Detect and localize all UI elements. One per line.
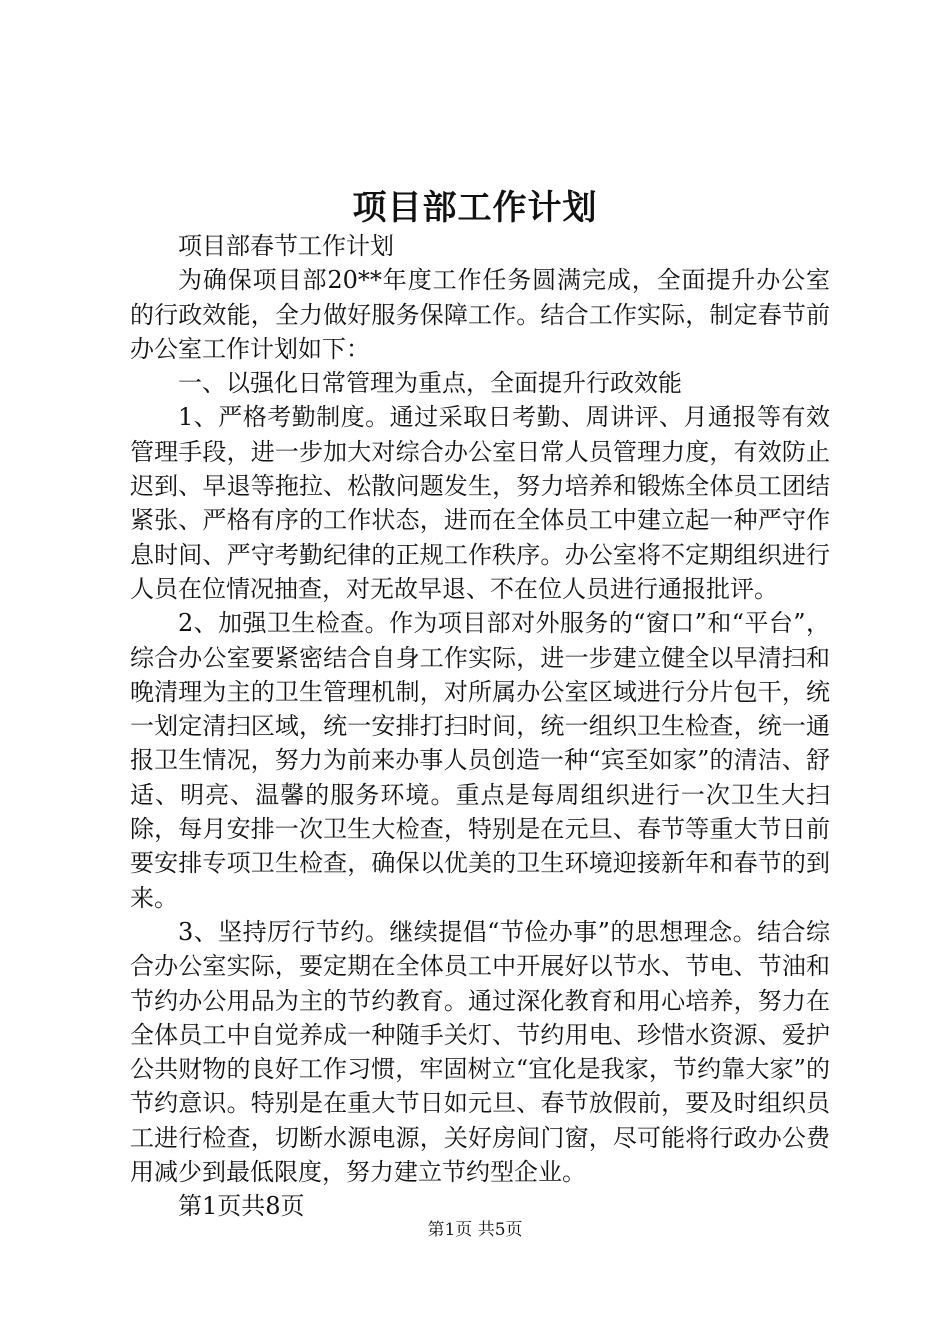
economy-paragraph: 3、坚持厉行节约。继续提倡“节俭办事”的思想理念。结合综合办公室实际，要定期在全体员工中开展好以节水、节电、节油和节约办公用品为主的节约教育。通过深化教育和用心培养，努力在全体员工中自觉养成一种随手关灯、节约用电、珍惜水资源、爱护公共财物的良好工作习惯，牢固树立“宜化是我家，节约靠大家”的节约意识。特别是在重大节日如元旦、春节放假前，要及时组织员工进行检查，切断水源电源，关好房间门窗，尽可能将行政办公费用减少到最低限度，努力建立节约型企业。 <box>130 917 830 1187</box>
document-body <box>130 229 830 1224</box>
page-footer: 第1页 共5页 <box>427 1220 523 1240</box>
document-title: 项目部工作计划 <box>352 188 598 228</box>
subtitle-paragraph: 项目部春节工作计划 <box>178 232 394 260</box>
attendance-paragraph: 1、严格考勤制度。通过采取日考勤、周讲评、月通报等有效管理手段，进一步加大对综合办公室日常人员管理力度，有效防止迟到、早退等拖拉、松散问题发生，努力培养和锻炼全体员工团结紧张、严格有序的工作状态，进而在全体员工中建立起一种严守作息时间、严守考勤纪律的正规工作秩序。办公室将不定期组织进行人员在位情况抽查，对无故早退、不在位人员进行通报批评。 <box>130 403 830 603</box>
intro-paragraph: 为确保项目部20**年度工作任务圆满完成，全面提升办公室的行政效能，全力做好服务保障工作。结合工作实际，制定春节前办公室工作计划如下： <box>130 266 830 363</box>
section-heading: 一、以强化日常管理为重点，全面提升行政效能 <box>178 369 682 398</box>
hygiene-paragraph: 2、加强卫生检查。作为项目部对外服务的“窗口”和“平台”，综合办公室要紧密结合自身工作实际，进一步建立健全以早清扫和晚清理为主的卫生管理机制，对所属办公室区域进行分片包干，统一划定清扫区域，统一安排打扫时间，统一组织卫生检查，统一通报卫生情况，努力为前来办事人员创造一种“宾至如家”的清洁、舒适、明亮、温馨的服务环境。重点是每周组织进行一次卫生大扫除，每月安排一次卫生大检查，特别是在元旦、春节等重大节日前要安排专项卫生检查，确保以优美的卫生环境迎接新年和春节的到来。 <box>130 609 830 912</box>
inline-page-number: 第1页共8页 <box>178 1192 305 1221</box>
